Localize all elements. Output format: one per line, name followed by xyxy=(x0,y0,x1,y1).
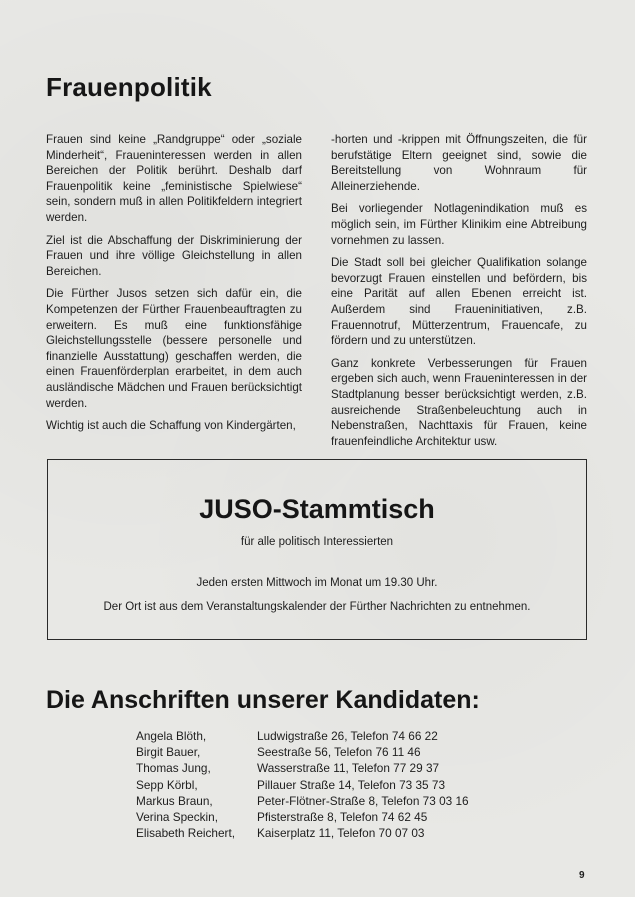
candidate-name: Verina Speckin, xyxy=(136,810,218,825)
article-paragraph: Bei vorliegender Notlagenindikation muß es möglich sein, im Fürther Klinikim eine Abtreibung vornehmen zu lassen. xyxy=(331,202,587,247)
article-paragraph: Die Stadt soll bei gleicher Qualifikation solange bevorzugt Frauen einstellen und befördern, bis eine Parität auf allen Ebenen erreicht ist. Außerdem sind Fraueninitiativen, z.B. Frauennotruf, Mütterzentrum, Frauencafe, zu fördern und zu unterstützen. xyxy=(331,256,587,348)
candidate-row xyxy=(136,728,469,744)
candidate-address: Kaiserplatz 11, Telefon 70 07 03 xyxy=(257,826,425,841)
addresses-heading: Die Anschriften unserer Kandidaten: xyxy=(46,686,480,714)
candidate-row xyxy=(136,793,469,809)
article-paragraph: Ganz konkrete Verbesserungen für Frauen ergeben sich auch, wenn Fraueninteressen in der Stadtplanung besser berücksichtigt werden, z.B. ausreichende Straßenbeleuchtung auch in Nebenstraßen, Nachttaxis für Frauen, keine frauenfeindliche Architektur usw. xyxy=(331,356,587,448)
article-paragraph: Wichtig ist auch die Schaffung von Kindergärten, xyxy=(46,419,296,433)
stammtisch-location-note: Der Ort ist aus dem Veranstaltungskalender der Fürther Nachrichten zu entnehmen. xyxy=(103,601,531,613)
article-column-left xyxy=(46,132,302,441)
candidate-row xyxy=(136,777,469,793)
candidate-address-list xyxy=(136,728,469,841)
candidate-address: Pfisterstraße 8, Telefon 74 62 45 xyxy=(257,810,428,825)
stammtisch-subtitle: für alle politisch Interessierten xyxy=(240,536,394,548)
stammtisch-box xyxy=(47,459,587,640)
candidate-address: Seestraße 56, Telefon 76 11 46 xyxy=(257,745,421,760)
candidate-name: Angela Blöth, xyxy=(136,729,207,743)
article-paragraph: -horten und -krippen mit Öffnungszeiten, die für berufstätige Eltern geeignet sind, sowie die Bereitstellung von Wohnraum für Alleinerziehende. xyxy=(331,133,587,193)
article-column-right xyxy=(331,132,587,456)
candidate-row xyxy=(136,809,469,825)
article-paragraph: Ziel ist die Abschaffung der Diskriminierung der Frauen und ihre völlige Gleichstellung in allen Bereichen. xyxy=(46,233,302,278)
candidate-name: Markus Braun, xyxy=(136,793,213,808)
candidate-address: Pillauer Straße 14, Telefon 73 35 73 xyxy=(257,777,446,792)
candidate-name: Elisabeth Reichert, xyxy=(136,826,236,841)
stammtisch-schedule: Jeden ersten Mittwoch im Monat um 19.30 Uhr. xyxy=(196,577,438,589)
candidate-name: Sepp Körbl, xyxy=(136,777,198,792)
page-number: 9 xyxy=(579,870,585,881)
candidate-name: Thomas Jung, xyxy=(136,761,211,776)
candidate-name: Birgit Bauer, xyxy=(136,745,201,760)
candidate-address: Ludwigstraße 26, Telefon 74 66 22 xyxy=(257,729,438,743)
candidate-row xyxy=(136,760,469,776)
article-heading: Frauenpolitik xyxy=(46,72,212,102)
candidate-address: Wasserstraße 11, Telefon 77 29 37 xyxy=(257,761,440,776)
candidate-address: Peter-Flötner-Straße 8, Telefon 73 03 16 xyxy=(257,793,469,808)
article-paragraph: Frauen sind keine „Randgruppe“ oder „soziale Minderheit“, Fraueninteressen werden in allen Bereichen der Politik berührt. Deshalb darf Frauenpolitik keine „feministische Spielwiese“ sein, sondern muß in allen Politikfeldern integriert werden. xyxy=(46,133,302,224)
candidate-row xyxy=(136,825,469,841)
candidate-row xyxy=(136,744,469,760)
article-paragraph: Die Fürther Jusos setzen sich dafür ein, die Kompetenzen der Fürther Frauenbeauftragten zu erweitern. Es muß eine funktionsfähige Gleichstellungsstelle (bessere personelle und finanzielle Ausstattung) geschaffen werden, die einen Frauenförderplan erarbeitet, in dem auch ausländische Mädchen und Frauen berücksichtigt werden. xyxy=(46,287,302,410)
stammtisch-title: JUSO-Stammtisch xyxy=(199,494,435,524)
